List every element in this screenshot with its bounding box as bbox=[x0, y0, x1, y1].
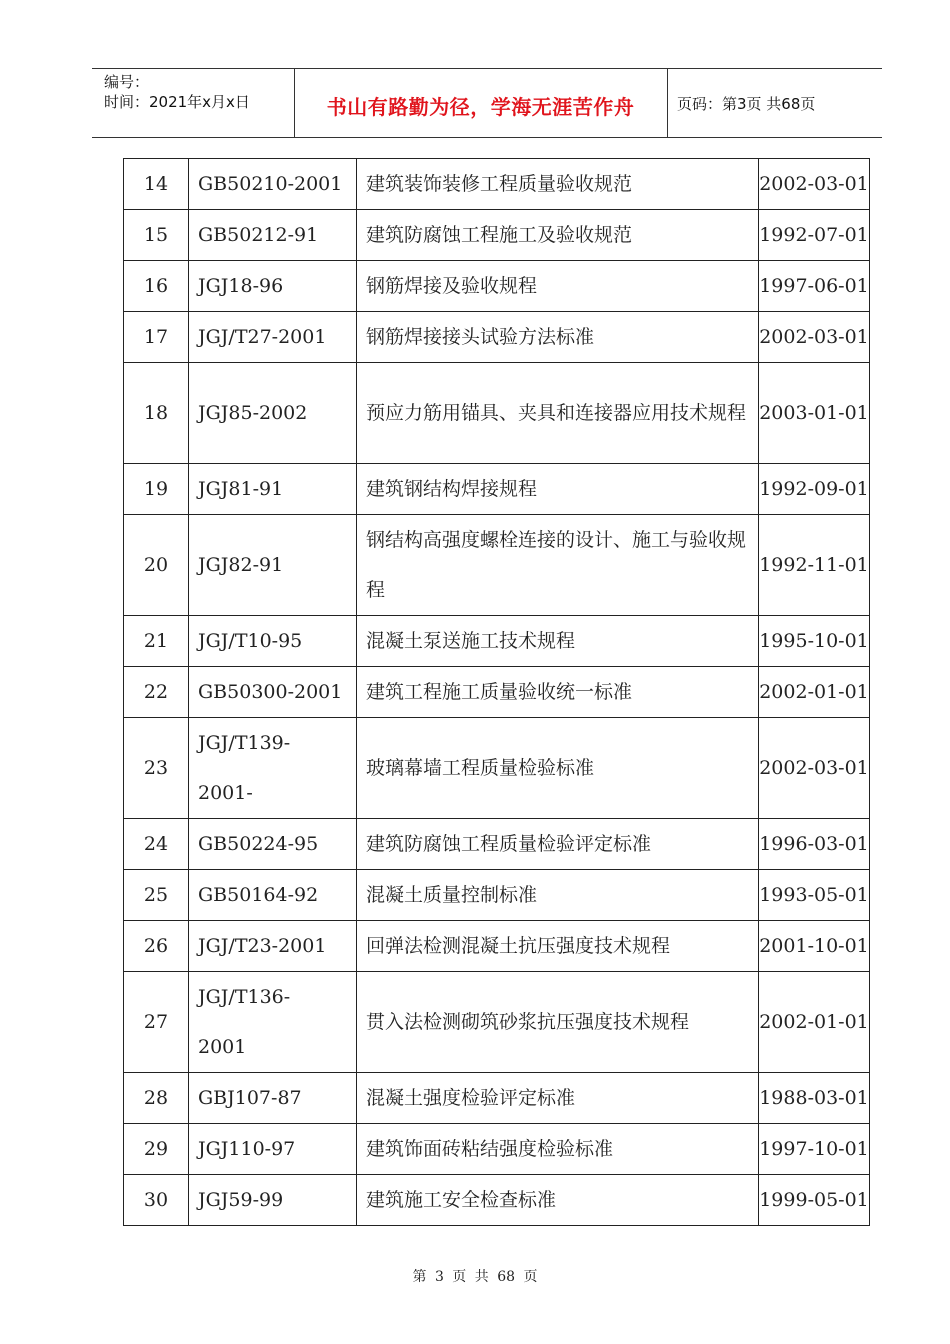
table-row bbox=[124, 972, 870, 1073]
standards-table-body bbox=[124, 159, 870, 1226]
effective-date-cell: 1992-11-01 bbox=[759, 515, 870, 616]
effective-date-cell: 2001-10-01 bbox=[759, 921, 870, 972]
table-row bbox=[124, 312, 870, 363]
effective-date-cell: 1993-05-01 bbox=[759, 870, 870, 921]
standard-name-cell: 建筑钢结构焊接规程 bbox=[357, 464, 759, 515]
page-footer: 第 3 页 共 68 页 bbox=[412, 1269, 538, 1285]
standard-name-cell: 建筑饰面砖粘结强度检验标准 bbox=[357, 1124, 759, 1175]
effective-date-cell: 1997-06-01 bbox=[759, 261, 870, 312]
standard-name-cell: 回弹法检测混凝土抗压强度技术规程 bbox=[357, 921, 759, 972]
row-number-cell: 24 bbox=[124, 819, 189, 870]
row-number-cell: 27 bbox=[124, 972, 189, 1073]
standard-code-cell: GB50224-95 bbox=[189, 819, 357, 870]
standard-code-cell: GB50164-92 bbox=[189, 870, 357, 921]
row-number-cell: 19 bbox=[124, 464, 189, 515]
row-number-cell: 22 bbox=[124, 667, 189, 718]
table-row bbox=[124, 464, 870, 515]
effective-date-cell: 2002-03-01 bbox=[759, 312, 870, 363]
table-row bbox=[124, 870, 870, 921]
standard-code-cell: JGJ/T136- 2001 bbox=[189, 972, 357, 1073]
effective-date-cell: 1992-09-01 bbox=[759, 464, 870, 515]
standard-name-cell: 建筑施工安全检查标准 bbox=[357, 1175, 759, 1226]
standard-code-cell: JGJ/T139- 2001- bbox=[189, 718, 357, 819]
standard-name-cell: 建筑装饰装修工程质量验收规范 bbox=[357, 159, 759, 210]
header-meta-cell bbox=[92, 69, 295, 137]
table-row bbox=[124, 210, 870, 261]
row-number-cell: 16 bbox=[124, 261, 189, 312]
effective-date-cell: 2002-03-01 bbox=[759, 718, 870, 819]
effective-date-cell: 2002-01-01 bbox=[759, 972, 870, 1073]
standard-code-cell: JGJ85-2002 bbox=[189, 363, 357, 464]
standard-name-cell: 建筑防腐蚀工程质量检验评定标准 bbox=[357, 819, 759, 870]
standard-name-cell: 建筑防腐蚀工程施工及验收规范 bbox=[357, 210, 759, 261]
row-number-cell: 23 bbox=[124, 718, 189, 819]
row-number-cell: 28 bbox=[124, 1073, 189, 1124]
standard-code-cell: JGJ/T10-95 bbox=[189, 616, 357, 667]
table-row bbox=[124, 616, 870, 667]
effective-date-cell: 1992-07-01 bbox=[759, 210, 870, 261]
row-number-cell: 21 bbox=[124, 616, 189, 667]
header-page-info: 页码：第3页 共68页 bbox=[677, 95, 816, 113]
row-number-cell: 14 bbox=[124, 159, 189, 210]
standard-code-cell: JGJ/T23-2001 bbox=[189, 921, 357, 972]
standard-code-cell: GBJ107-87 bbox=[189, 1073, 357, 1124]
standard-code-cell: JGJ18-96 bbox=[189, 261, 357, 312]
motto-text: 书山有路勤为径，学海无涯苦作舟 bbox=[326, 95, 635, 119]
table-row bbox=[124, 921, 870, 972]
table-row bbox=[124, 159, 870, 210]
effective-date-cell: 1999-05-01 bbox=[759, 1175, 870, 1226]
row-number-cell: 26 bbox=[124, 921, 189, 972]
standard-name-cell: 混凝土泵送施工技术规程 bbox=[357, 616, 759, 667]
standard-name-cell: 贯入法检测砌筑砂浆抗压强度技术规程 bbox=[357, 972, 759, 1073]
table-row bbox=[124, 1124, 870, 1175]
standard-name-cell: 建筑工程施工质量验收统一标准 bbox=[357, 667, 759, 718]
standard-code-cell: GB50212-91 bbox=[189, 210, 357, 261]
standard-name-cell: 混凝土强度检验评定标准 bbox=[357, 1073, 759, 1124]
row-number-cell: 15 bbox=[124, 210, 189, 261]
table-row bbox=[124, 363, 870, 464]
row-number-cell: 20 bbox=[124, 515, 189, 616]
standard-code-cell: GB50210-2001 bbox=[189, 159, 357, 210]
standard-name-cell: 钢筋焊接接头试验方法标准 bbox=[357, 312, 759, 363]
table-row bbox=[124, 718, 870, 819]
row-number-cell: 18 bbox=[124, 363, 189, 464]
table-row bbox=[124, 1175, 870, 1226]
time-label: 时间：2021年x月x日 bbox=[104, 93, 250, 111]
table-row bbox=[124, 515, 870, 616]
header-page-cell bbox=[667, 69, 882, 137]
effective-date-cell: 1997-10-01 bbox=[759, 1124, 870, 1175]
row-number-cell: 29 bbox=[124, 1124, 189, 1175]
standard-name-cell: 预应力筋用锚具、夹具和连接器应用技术规程 bbox=[357, 363, 759, 464]
standard-name-cell: 混凝土质量控制标准 bbox=[357, 870, 759, 921]
effective-date-cell: 2003-01-01 bbox=[759, 363, 870, 464]
effective-date-cell: 1996-03-01 bbox=[759, 819, 870, 870]
serial-label: 编号： bbox=[104, 73, 150, 91]
header-motto-cell bbox=[294, 69, 668, 137]
standard-code-cell: JGJ59-99 bbox=[189, 1175, 357, 1226]
standard-code-cell: JGJ/T27-2001 bbox=[189, 312, 357, 363]
standard-name-cell: 钢筋焊接及验收规程 bbox=[357, 261, 759, 312]
table-row bbox=[124, 1073, 870, 1124]
standard-code-cell: GB50300-2001 bbox=[189, 667, 357, 718]
row-number-cell: 25 bbox=[124, 870, 189, 921]
page-header bbox=[92, 68, 882, 138]
effective-date-cell: 1995-10-01 bbox=[759, 616, 870, 667]
effective-date-cell: 2002-01-01 bbox=[759, 667, 870, 718]
effective-date-cell: 2002-03-01 bbox=[759, 159, 870, 210]
standard-code-cell: JGJ110-97 bbox=[189, 1124, 357, 1175]
effective-date-cell: 1988-03-01 bbox=[759, 1073, 870, 1124]
standards-table bbox=[123, 158, 870, 1226]
row-number-cell: 17 bbox=[124, 312, 189, 363]
standard-name-cell: 玻璃幕墙工程质量检验标准 bbox=[357, 718, 759, 819]
table-row bbox=[124, 667, 870, 718]
standard-name-cell: 钢结构高强度螺栓连接的设计、施工与验收规程 bbox=[357, 515, 759, 616]
standard-code-cell: JGJ82-91 bbox=[189, 515, 357, 616]
row-number-cell: 30 bbox=[124, 1175, 189, 1226]
table-row bbox=[124, 819, 870, 870]
table-row bbox=[124, 261, 870, 312]
standard-code-cell: JGJ81-91 bbox=[189, 464, 357, 515]
